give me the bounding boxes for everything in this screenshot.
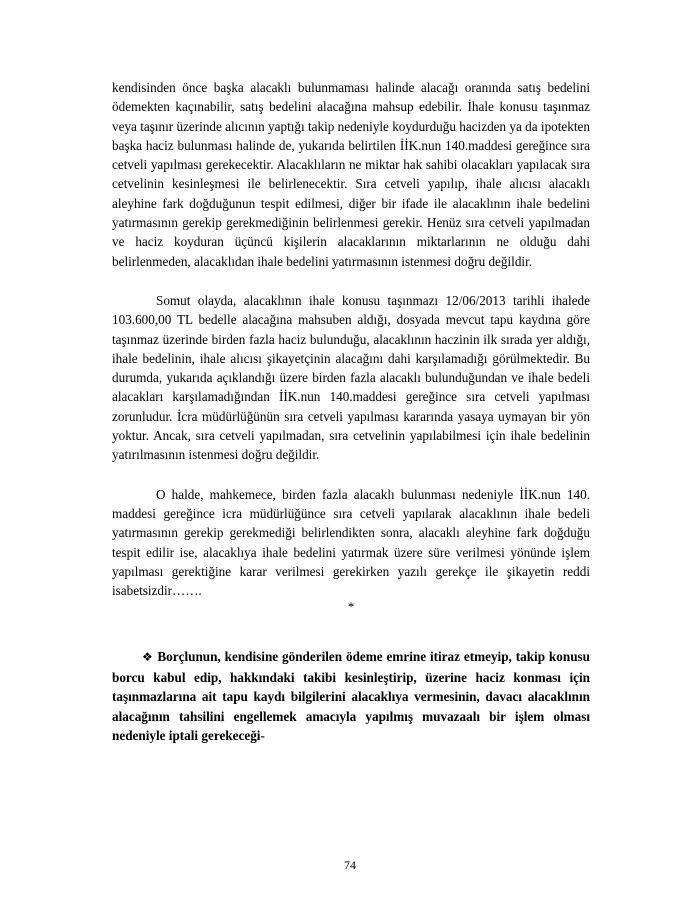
- page-number: 74: [344, 858, 356, 872]
- section-separator: *: [347, 599, 355, 615]
- paragraph-1: kendisinden önce başka alacaklı bulunmaması halinde alacağı oranında satış bedelini ödemekten kaçınabilir, satış bedelini alacağına mahsup edebilir. İhale konusu taşınmaz veya taşınır üzerinde alıcının yaptığı takip nedeniyle koydurduğu hacizden ya da ipotekten başka haciz bulunması halinde de, yukarıda belirtilen İİK.nun 140.maddesi gereğince sıra cetveli yapılması gerekecektir. Alacaklıların ne miktar hak sahibi olacakları yapılacak sıra cetvelinin kesinleşmesi ile belirlenecektir. Sıra cetveli yapılıp, ihale alıcısı alacaklı aleyhine fark doğduğunun tespit edilmesi, diğer bir ifade ile alacaklının ihale bedelini yatırmasının gerekip gerekmediğinin belirlenmesi gerekir. Henüz sıra cetveli yapılmadan ve haciz koyduran üçüncü kişilerin alacaklarının miktarlarının ne olduğu dahi belirlenmeden, alacaklıdan ihale bedelini yatırmasının istenmesi doğru değildir.: [112, 80, 590, 269]
- paragraph-2: Somut olayda, alacaklının ihale konusu taşınmazı 12/06/2013 tarihli ihalede 103.600,00 TL bedelle alacağına mahsuben aldığı, dosyada mevcut tapu kaydına göre taşınmaz üzerinde birden fazla haciz bulunduğu, alacaklının haczinin ilk sırada yer aldığı, ihale bedelinin, ihale alıcısı şikayetçinin alacağını dahi karşılamadığı görülmektedir. Bu durumda, yukarıda açıklandığı üzere birden fazla alacaklı bulunduğundan ve ihale bedeli alacakları karşılamadığından İİK.nun 140.maddesi gereğince sıra cetveli yapılması zorunludur. İcra müdürlüğünün sıra cetveli yapılması kararında yasaya uymayan bir yön yoktur. Ancak, sıra cetveli yapılmadan, sıra cetvelinin yapılabilmesi için ihale bedelinin yatırılmasının istenmesi doğru değildir.: [112, 292, 590, 463]
- paragraph-3: O halde, mahkemece, birden fazla alacaklı bulunması nedeniyle İİK.nun 140. maddesi gereğince icra müdürlüğünce sıra cetveli yapılarak alacaklının ihale bedeli yatırmasının gerekip gerekmediği belirlendikten sonra, alacaklı aleyhine fark doğduğu tespit edilir ise, alacaklıya ihale bedelini yatırmak üzere süre verilmesi yönünde işlem yapılması gerektiğine karar verilmesi gerekirken yazılı gerekçe ile şikayetin reddi isabetsizdir…….: [112, 486, 590, 599]
- bold-heading-text: Borçlunun, kendisine gönderilen ödeme emrine itiraz etmeyip, takip konusu borcu kabul edip, hakkındaki takibi kesinleştirip, üzerine haciz konması için taşınmazlarına ait tapu kaydı bilgilerini alacaklıya vermesinin, davacı alacaklının alacağının tahsilini engellemek amacıyla yapılmış muvazaalı bir işlem olması nedeniyle iptali gerekeceği-: [112, 649, 590, 744]
- diamond-bullet-icon: ❖: [142, 650, 154, 665]
- page-content: [112, 78, 590, 746]
- bold-heading-paragraph: [112, 647, 590, 746]
